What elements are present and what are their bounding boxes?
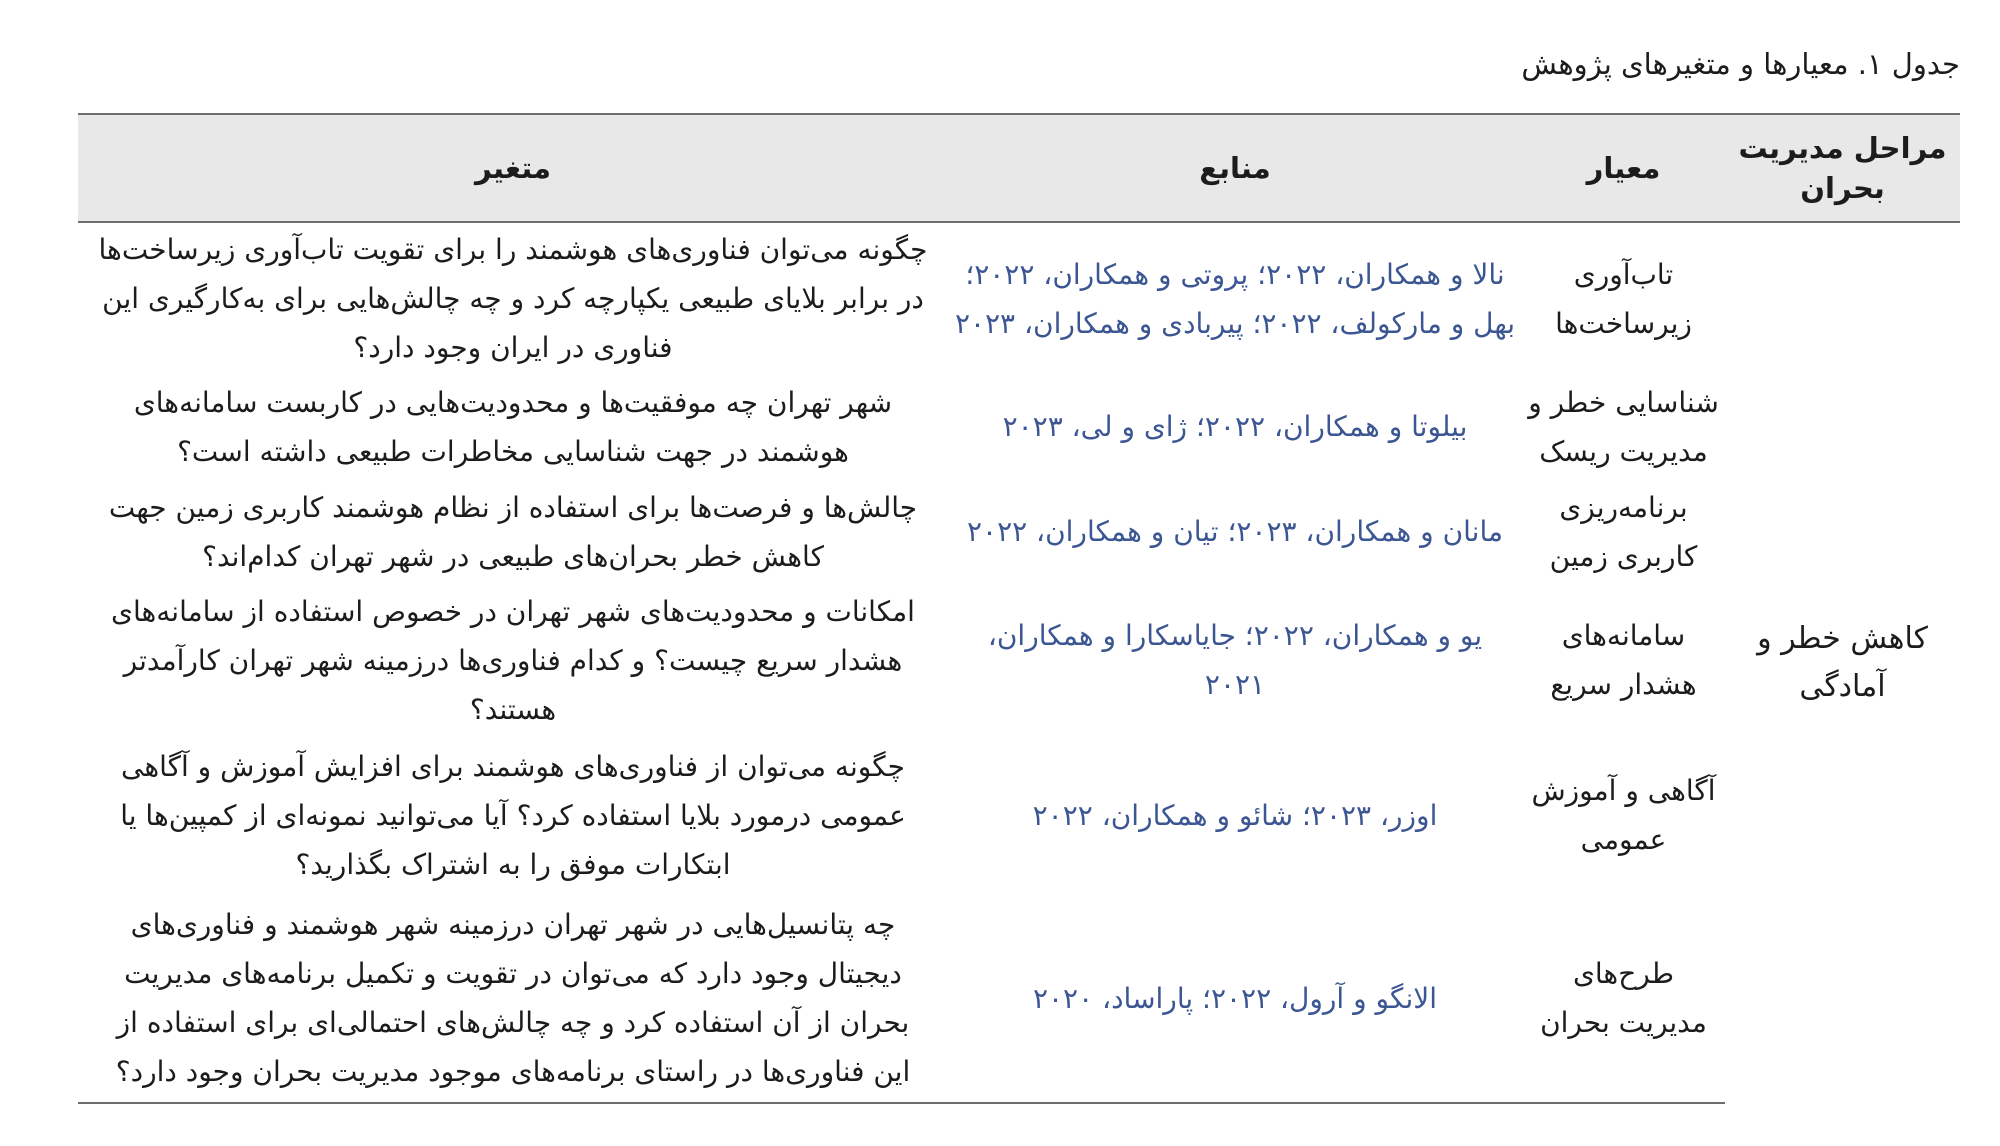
sources-cell: اوزر، ۲۰۲۳؛ شائو و همکاران، ۲۰۲۲ <box>1032 798 1438 832</box>
table-row <box>78 584 1960 736</box>
header-stage: مراحل مدیریت بحران <box>1738 131 1947 205</box>
sources-cell: نالا و همکاران، ۲۰۲۲؛ پروتی و همکاران، ۲۰۲۲؛ بهل و مارکولف، ۲۰۲۲؛ پیربادی و همکاران، ۲۰۲۳ <box>954 257 1516 340</box>
research-criteria-table <box>78 113 1960 1104</box>
sources-cell: الانگو و آرول، ۲۰۲۲؛ پاراساد، ۲۰۲۰ <box>948 894 1522 1103</box>
sources-cell: مانان و همکاران، ۲۰۲۳؛ تیان و همکاران، ۲۰۲۲ <box>966 515 1504 548</box>
header-variable: متغیر <box>474 151 552 185</box>
table-row <box>78 479 1960 584</box>
criteria-table <box>78 113 1960 1104</box>
table-row <box>78 894 1960 1103</box>
header-sources: منابع <box>1199 151 1271 185</box>
table-row <box>78 222 1960 374</box>
criterion-cell: طرح‌های مدیریت بحران <box>1522 894 1725 1103</box>
criterion-cell: تاب‌آوری زیرساخت‌ها <box>1555 257 1692 340</box>
variable-cell: امکانات و محدودیت‌های شهر تهران در خصوص استفاده از سامانه‌های هشدار سریع چیست؟ و کدام فناوری‌ها درزمینه شهر تهران کارآمدتر هستند؟ <box>111 594 915 726</box>
table-caption: جدول ۱. معیارها و متغیرهای پژوهش <box>1521 47 1960 81</box>
sources-cell: بیلوتا و همکاران، ۲۰۲۲؛ ژای و لی، ۲۰۲۳ <box>1002 410 1468 443</box>
criterion-cell: آگاهی و آموزش عمومی <box>1531 774 1716 856</box>
variable-cell: چه پتانسیل‌هایی در شهر تهران درزمینه شهر هوشمند و فناوری‌های دیجیتال وجود دارد که می‌توان در تقویت و تکمیل برنامه‌های مدیریت بحران از آن استفاده کرد و چه چالش‌های احتمالی‌ای برای استفاده از این فناوری‌ها در راستای برنامه‌های موجود مدیریت بحران وجود دارد؟ <box>78 894 948 1103</box>
variable-cell: چالش‌ها و فرصت‌ها برای استفاده از نظام هوشمند کاربری زمین جهت کاهش خطر بحران‌های طبیعی در شهر تهران کدام‌اند؟ <box>108 490 918 573</box>
table-row <box>78 736 1960 894</box>
header-criterion: معیار <box>1586 151 1661 185</box>
stage-cell: کاهش خطر و آمادگی <box>1757 621 1928 704</box>
variable-cell: چگونه می‌توان از فناوری‌های هوشمند برای افزایش آموزش و آگاهی عمومی درمورد بلایا استفاده کرد؟ آیا می‌توانید نمونه‌ای از کمپین‌ها یا ابتکارات موفق را به اشتراک بگذارید؟ <box>120 749 906 881</box>
criterion-cell: شناسایی خطر و مدیریت ریسک <box>1528 385 1719 468</box>
variable-cell: شهر تهران چه موفقیت‌ها و محدودیت‌هایی در کاربست سامانه‌های هوشمند در جهت شناسایی مخاطرات طبیعی داشته است؟ <box>133 385 893 468</box>
variable-cell: چگونه می‌توان فناوری‌های هوشمند را برای تقویت تاب‌آوری زیرساخت‌ها در برابر بلایای طبیعی یکپارچه کرد و چه چالش‌هایی برای به‌کارگیری این فناوری در ایران وجود دارد؟ <box>98 233 928 364</box>
table-row <box>78 374 1960 479</box>
criterion-cell: برنامه‌ریزی کاربری زمین <box>1549 490 1698 573</box>
table-header-row <box>78 114 1960 222</box>
criterion-cell: سامانه‌های هشدار سریع <box>1550 619 1697 701</box>
sources-cell: یو و همکاران، ۲۰۲۲؛ جایاسکارا و همکاران، ۲۰۲۱ <box>987 619 1483 701</box>
